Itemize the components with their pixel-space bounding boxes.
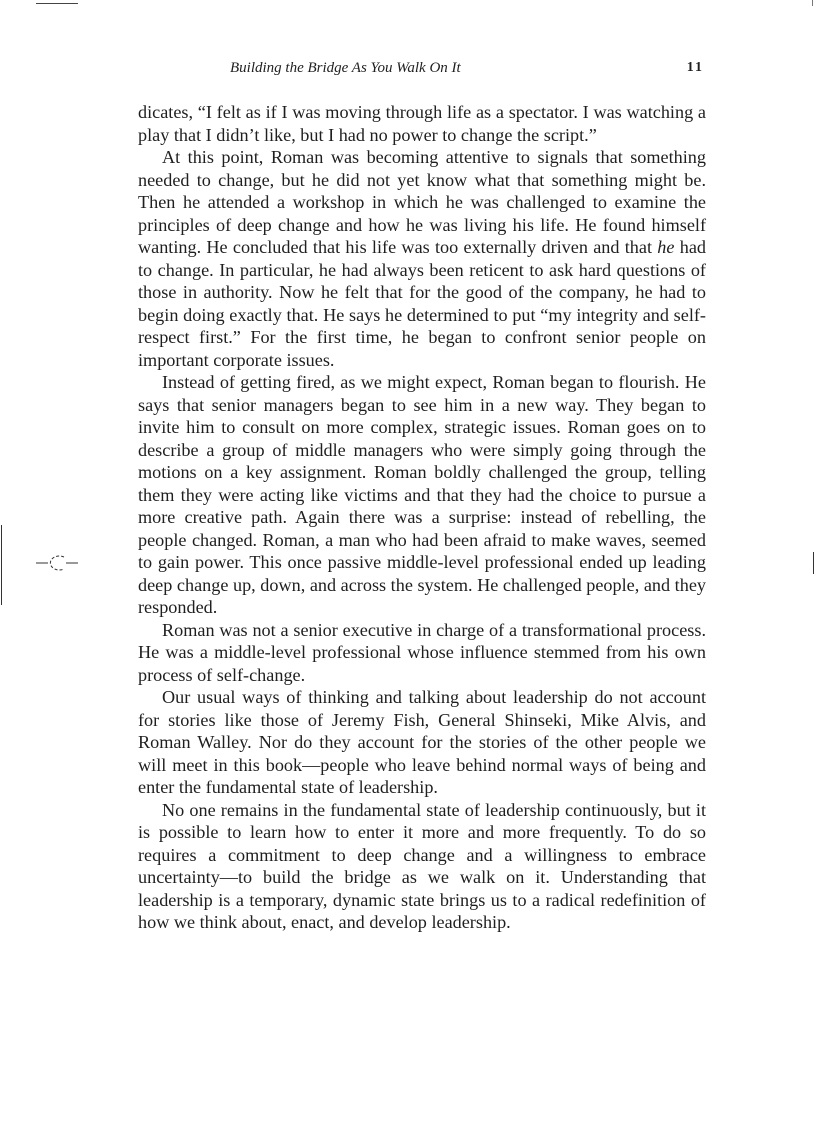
margin-rule-right xyxy=(813,552,814,574)
paragraph-3: Instead of getting fired, as we might expect, Roman began to flourish. He says that senior managers began to see him in a new way. They began to invite him to consult on more complex, strategic issues. Roman goes on to describe a group of middle managers who were simply going through the motions on a key assignment. Roman boldly challenged the group, telling them they were acting like victims and that they had the choice to pursue a more creative path. Again there was a surprise: instead of rebelling, the people changed. Roman, a man who had been afraid to make waves, seemed to gain power. This once passive middle-level professional ended up leading deep change up, down, and across the system. He challenged people, and they responded. xyxy=(138,372,706,617)
paragraph-2-part-2: had to change. In particular, he had always been reticent to ask hard questions of those in authority. Now he felt that for the good of the company, he had to begin doing exactly that. He says he determined to put “my integrity and self-respect first.” For the first time, he began to confront senior people on important corporate issues. xyxy=(138,237,706,370)
crop-mark-top-right xyxy=(812,0,813,6)
paragraph-2-part-1: At this point, Roman was becoming attentive to signals that something needed to change, but he did not yet know what that something might be. Then he attended a workshop in which he was challenged to examine the principles of deep change and how he was living his life. He found himself wanting. He concluded that his life was too externally driven and that xyxy=(138,147,706,257)
paragraph-1: dicates, “I felt as if I was moving through life as a spectator. I was watching a play that I didn’t like, but I had no power to change the script.” xyxy=(138,102,706,145)
crop-mark-top xyxy=(36,3,78,4)
paragraph-5: Our usual ways of thinking and talking about leadership do not account for stories like those of Jeremy Fish, General Shinseki, Mike Alvis, and Roman Walley. Nor do they account for the stories of the other people we will meet in this book—people who leave behind normal ways of being and enter the fundamental state of leadership. xyxy=(138,687,706,797)
paragraph-2 xyxy=(138,146,706,371)
paragraph-4: Roman was not a senior executive in charge of a transformational process. He was a middle-level professional whose influence stemmed from his own process of self-change. xyxy=(138,619,706,685)
running-head-title: Building the Bridge As You Walk On It xyxy=(230,60,461,76)
paragraph-2-emphasis: he xyxy=(657,237,675,257)
margin-rule-left xyxy=(1,525,2,605)
running-head xyxy=(138,60,706,80)
page-number: 11 xyxy=(686,60,704,75)
registration-mark-icon xyxy=(36,553,78,573)
paragraph-6: No one remains in the fundamental state of leadership continuously, but it is possible to learn how to enter it more and more frequently. To do so requires a commitment to deep change and a willingness to embrace uncertainty—to build the bridge as we walk on it. Understanding that leadership is a temporary, dynamic state brings us to a radical redefinition of how we think about, enact, and develop leadership. xyxy=(138,799,706,932)
body-text xyxy=(138,101,706,934)
